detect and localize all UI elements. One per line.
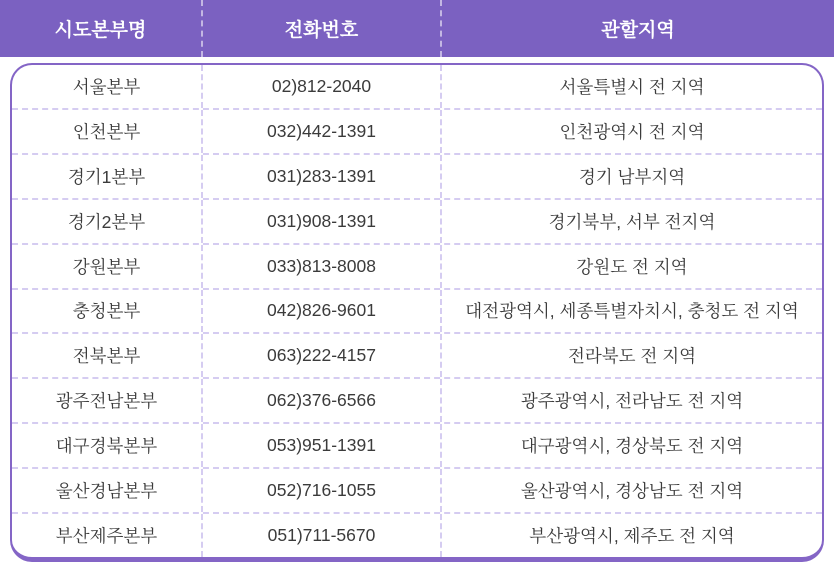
phone-number-cell: 052)716-1055	[203, 469, 442, 512]
region-cell: 대구광역시, 경상북도 전 지역	[520, 436, 744, 457]
branch-name-cell: 부산제주본부	[12, 514, 203, 557]
table-row	[12, 110, 822, 155]
table-row	[12, 469, 822, 514]
phone-number-cell: 031)283-1391	[203, 155, 442, 198]
header-cell-region: 관할지역	[601, 20, 675, 41]
region-cell: 경기북부, 서부 전지역	[548, 211, 716, 232]
branch-name-cell: 경기1본부	[12, 155, 203, 198]
region-cell: 전라북도 전 지역	[567, 346, 697, 367]
table-row	[12, 424, 822, 469]
region-cell: 부산광역시, 제주도 전 지역	[529, 526, 735, 547]
table-rows	[12, 65, 822, 557]
phone-number-cell: 063)222-4157	[203, 334, 442, 377]
region-cell: 인천광역시 전 지역	[559, 121, 705, 142]
table-body-card	[10, 63, 824, 562]
branch-name-cell: 대구경북본부	[12, 424, 203, 467]
region-cell: 광주광역시, 전라남도 전 지역	[520, 391, 744, 412]
phone-number-cell: 031)908-1391	[203, 200, 442, 243]
phone-number-cell: 062)376-6566	[203, 379, 442, 422]
branch-name-cell: 서울본부	[12, 65, 203, 108]
region-cell: 서울특별시 전 지역	[559, 76, 705, 97]
table-header-row	[0, 0, 834, 57]
table-row	[12, 65, 822, 110]
phone-number-cell: 033)813-8008	[203, 245, 442, 288]
table-row	[12, 379, 822, 424]
region-cell: 울산광역시, 경상남도 전 지역	[520, 481, 744, 502]
branch-name-cell: 광주전남본부	[12, 379, 203, 422]
table-row	[12, 514, 822, 557]
phone-number-cell: 042)826-9601	[203, 290, 442, 333]
phone-number-cell: 02)812-2040	[203, 65, 442, 108]
branch-name-cell: 인천본부	[12, 110, 203, 153]
branch-name-cell: 전북본부	[12, 334, 203, 377]
branch-name-cell: 충청본부	[12, 290, 203, 333]
phone-number-cell: 051)711-5670	[203, 514, 442, 557]
branch-name-cell: 경기2본부	[12, 200, 203, 243]
region-cell: 대전광역시, 세종특별자치시, 충청도 전 지역	[465, 301, 799, 322]
region-cell: 경기 남부지역	[578, 166, 686, 187]
table-row	[12, 155, 822, 200]
region-cell: 강원도 전 지역	[576, 256, 688, 277]
phone-number-cell: 032)442-1391	[203, 110, 442, 153]
table-row	[12, 334, 822, 379]
header-cell-phone: 전화번호	[203, 0, 442, 57]
branch-name-cell: 울산경남본부	[12, 469, 203, 512]
table-row	[12, 245, 822, 290]
branch-name-cell: 강원본부	[12, 245, 203, 288]
table-row	[12, 290, 822, 335]
phone-number-cell: 053)951-1391	[203, 424, 442, 467]
table-row	[12, 200, 822, 245]
header-cell-branch: 시도본부명	[0, 0, 203, 57]
